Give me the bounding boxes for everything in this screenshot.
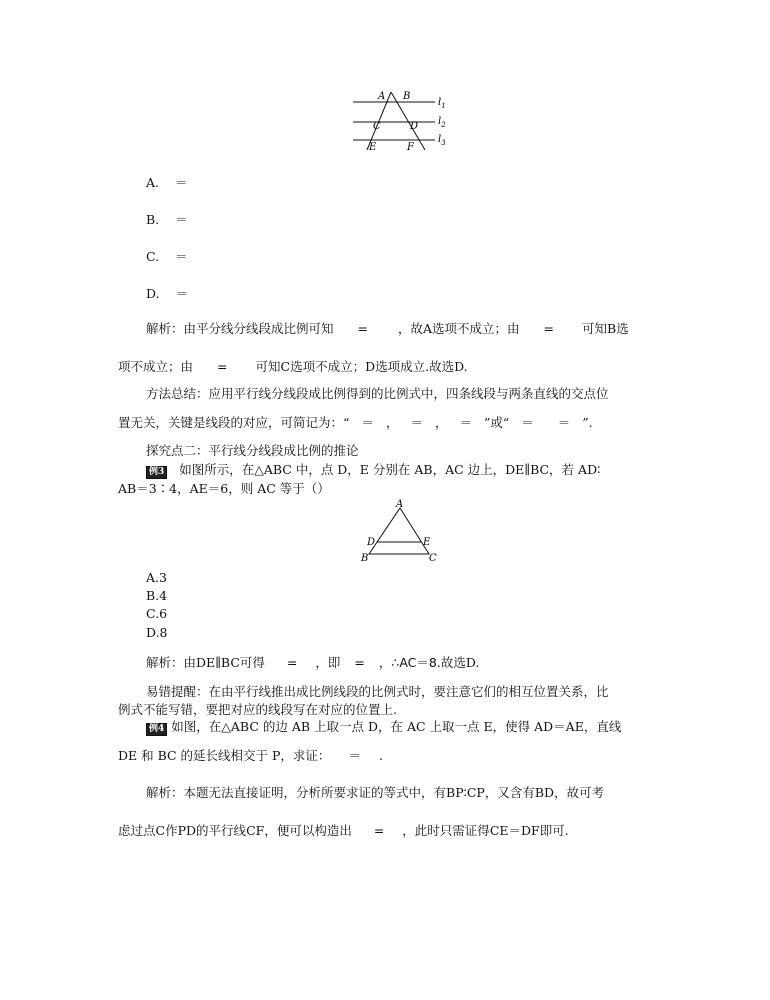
option-equals: ＝ [175, 286, 188, 301]
method-summary-line-2 [118, 413, 593, 431]
option-equals: ＝ [174, 175, 188, 190]
text: 作 [165, 823, 178, 838]
text: D [365, 359, 376, 374]
equals: = [286, 655, 298, 670]
equals: = [217, 359, 228, 374]
text: ，即 [315, 655, 341, 670]
text: ，又含有 [484, 785, 535, 800]
label-l2: $l_2$ [438, 116, 446, 129]
example-tag: 例3 [146, 466, 167, 479]
parallel-lines-figure [345, 86, 455, 156]
analysis-1-line-2 [118, 357, 468, 375]
option-equals: ＝ [175, 249, 188, 264]
text: 选项不成立； [290, 359, 366, 374]
text: ，便可以构造出 [264, 823, 352, 838]
text: 虑过点 [118, 823, 156, 838]
tip-line-2: 例式不能写错，要把对应的线段写在对应的位置上. [118, 702, 397, 717]
example-4-line-1 [146, 717, 621, 736]
point-C: C [429, 553, 437, 564]
text: BD [534, 785, 555, 800]
label-l1: $l_1$ [438, 97, 446, 110]
example-tag: 例4 [146, 723, 167, 736]
option-letter: C. [146, 249, 160, 264]
text: ，故可考 [554, 785, 605, 800]
analysis-3-line-2 [118, 821, 569, 839]
section-title: 探究点二：平行线分线段成比例的推论 [146, 443, 359, 458]
text: C [280, 359, 291, 374]
point-B: B [403, 91, 411, 102]
text: 解析：由 [146, 655, 197, 670]
text: 可知 [581, 321, 607, 336]
method-summary-line-1: 方法总结：应用平行线分线段成比例得到的比例式中，四条线段与两条直线的交点位 [146, 386, 609, 401]
point-E: E [423, 537, 431, 548]
equals: ＝ [348, 748, 361, 763]
text: A [422, 321, 433, 336]
text: 如图所示，在△ABC 中，点 D，E 分别在 AB，AC 边上，DE∥BC，若 AD∶ [179, 462, 601, 477]
label-l3: $l_3$ [438, 134, 446, 147]
equals: = [354, 655, 365, 670]
text: ，故 [397, 321, 423, 336]
point-C: C [373, 121, 381, 132]
equals: = [357, 321, 368, 336]
analysis-2 [146, 653, 479, 671]
example-3-line-2: AB＝3∶4，AE＝6，则 AC 等于（） [118, 481, 330, 496]
option-letter: A. [146, 175, 160, 190]
text: BP∶CP [446, 785, 485, 800]
text: D. [465, 655, 480, 670]
triangle-figure [355, 498, 445, 568]
text: 可知 [255, 359, 281, 374]
analysis-1-line-1 [146, 319, 629, 337]
text: ”. [582, 415, 593, 430]
text: ， [434, 415, 448, 430]
text: 选项不成立；由 [432, 321, 520, 336]
example-3-line-1 [146, 460, 600, 479]
text: PD [177, 823, 197, 838]
point-F: F [407, 142, 414, 153]
option-letter: B. [146, 212, 160, 227]
triangle-abc [369, 508, 429, 554]
text: 可得 [239, 655, 265, 670]
option-d [146, 284, 188, 302]
tip-line-1: 易错提醒：在由平行线推出成比例线段的比例式时，要注意它们的相互位置关系，比 [146, 684, 609, 699]
text: 的平行线 [196, 823, 247, 838]
text: . [378, 748, 383, 763]
text: B [607, 321, 617, 336]
analysis-3-line-1 [146, 783, 604, 801]
point-D: D [410, 121, 419, 132]
option-b [146, 210, 188, 228]
text: 项不成立；由 [118, 359, 194, 374]
text: 如图，在△ABC 的边 AB 上取一点 D，在 AC 上取一点 E，使得 AD＝AE，直线 [171, 719, 622, 734]
text: 选项成立.故选 [375, 359, 455, 374]
text: D. [454, 359, 468, 374]
text: 解析：由平分线分线段成比例可知 [146, 321, 334, 336]
point-B: B [361, 553, 369, 564]
option-letter: D. [146, 286, 160, 301]
example-4-line-2 [118, 746, 383, 764]
equals: ＝ [361, 415, 374, 430]
point-A: A [396, 499, 404, 510]
text: C [155, 823, 166, 838]
equals: ＝ [557, 415, 571, 430]
equals: = [543, 321, 554, 336]
point-E: E [369, 142, 377, 153]
point-A: A [378, 91, 386, 102]
text: DE∥BC [196, 655, 240, 670]
text: DE 和 BC 的延长线相交于 P，求证： [118, 748, 331, 763]
text: ， [385, 415, 399, 430]
equals: = [373, 823, 385, 838]
option-c [146, 247, 188, 265]
equals: ＝ [459, 415, 472, 430]
text: CF [246, 823, 265, 838]
equals: ＝ [410, 415, 423, 430]
option-equals: ＝ [175, 212, 188, 227]
option-d: D.8 [146, 625, 168, 640]
equals: ＝ [521, 415, 534, 430]
text: CE＝DF [489, 823, 540, 838]
option-a: A.3 [146, 570, 167, 585]
option-a [146, 173, 187, 191]
text: 选 [616, 321, 629, 336]
text: ”或“ [483, 415, 510, 430]
text: 解析：本题无法直接证明，分析所要求证的等式中，有 [146, 785, 447, 800]
point-D: D [367, 537, 376, 548]
text: 置无关，关键是线段的对应，可简记为：“ [118, 415, 350, 430]
text: ，∴AC＝8. [378, 655, 441, 670]
option-b: B.4 [146, 588, 168, 603]
option-c: C.6 [146, 606, 168, 621]
text: ，此时只需证得 [402, 823, 490, 838]
text: 即可. [539, 823, 569, 838]
text: 故选 [440, 655, 466, 670]
